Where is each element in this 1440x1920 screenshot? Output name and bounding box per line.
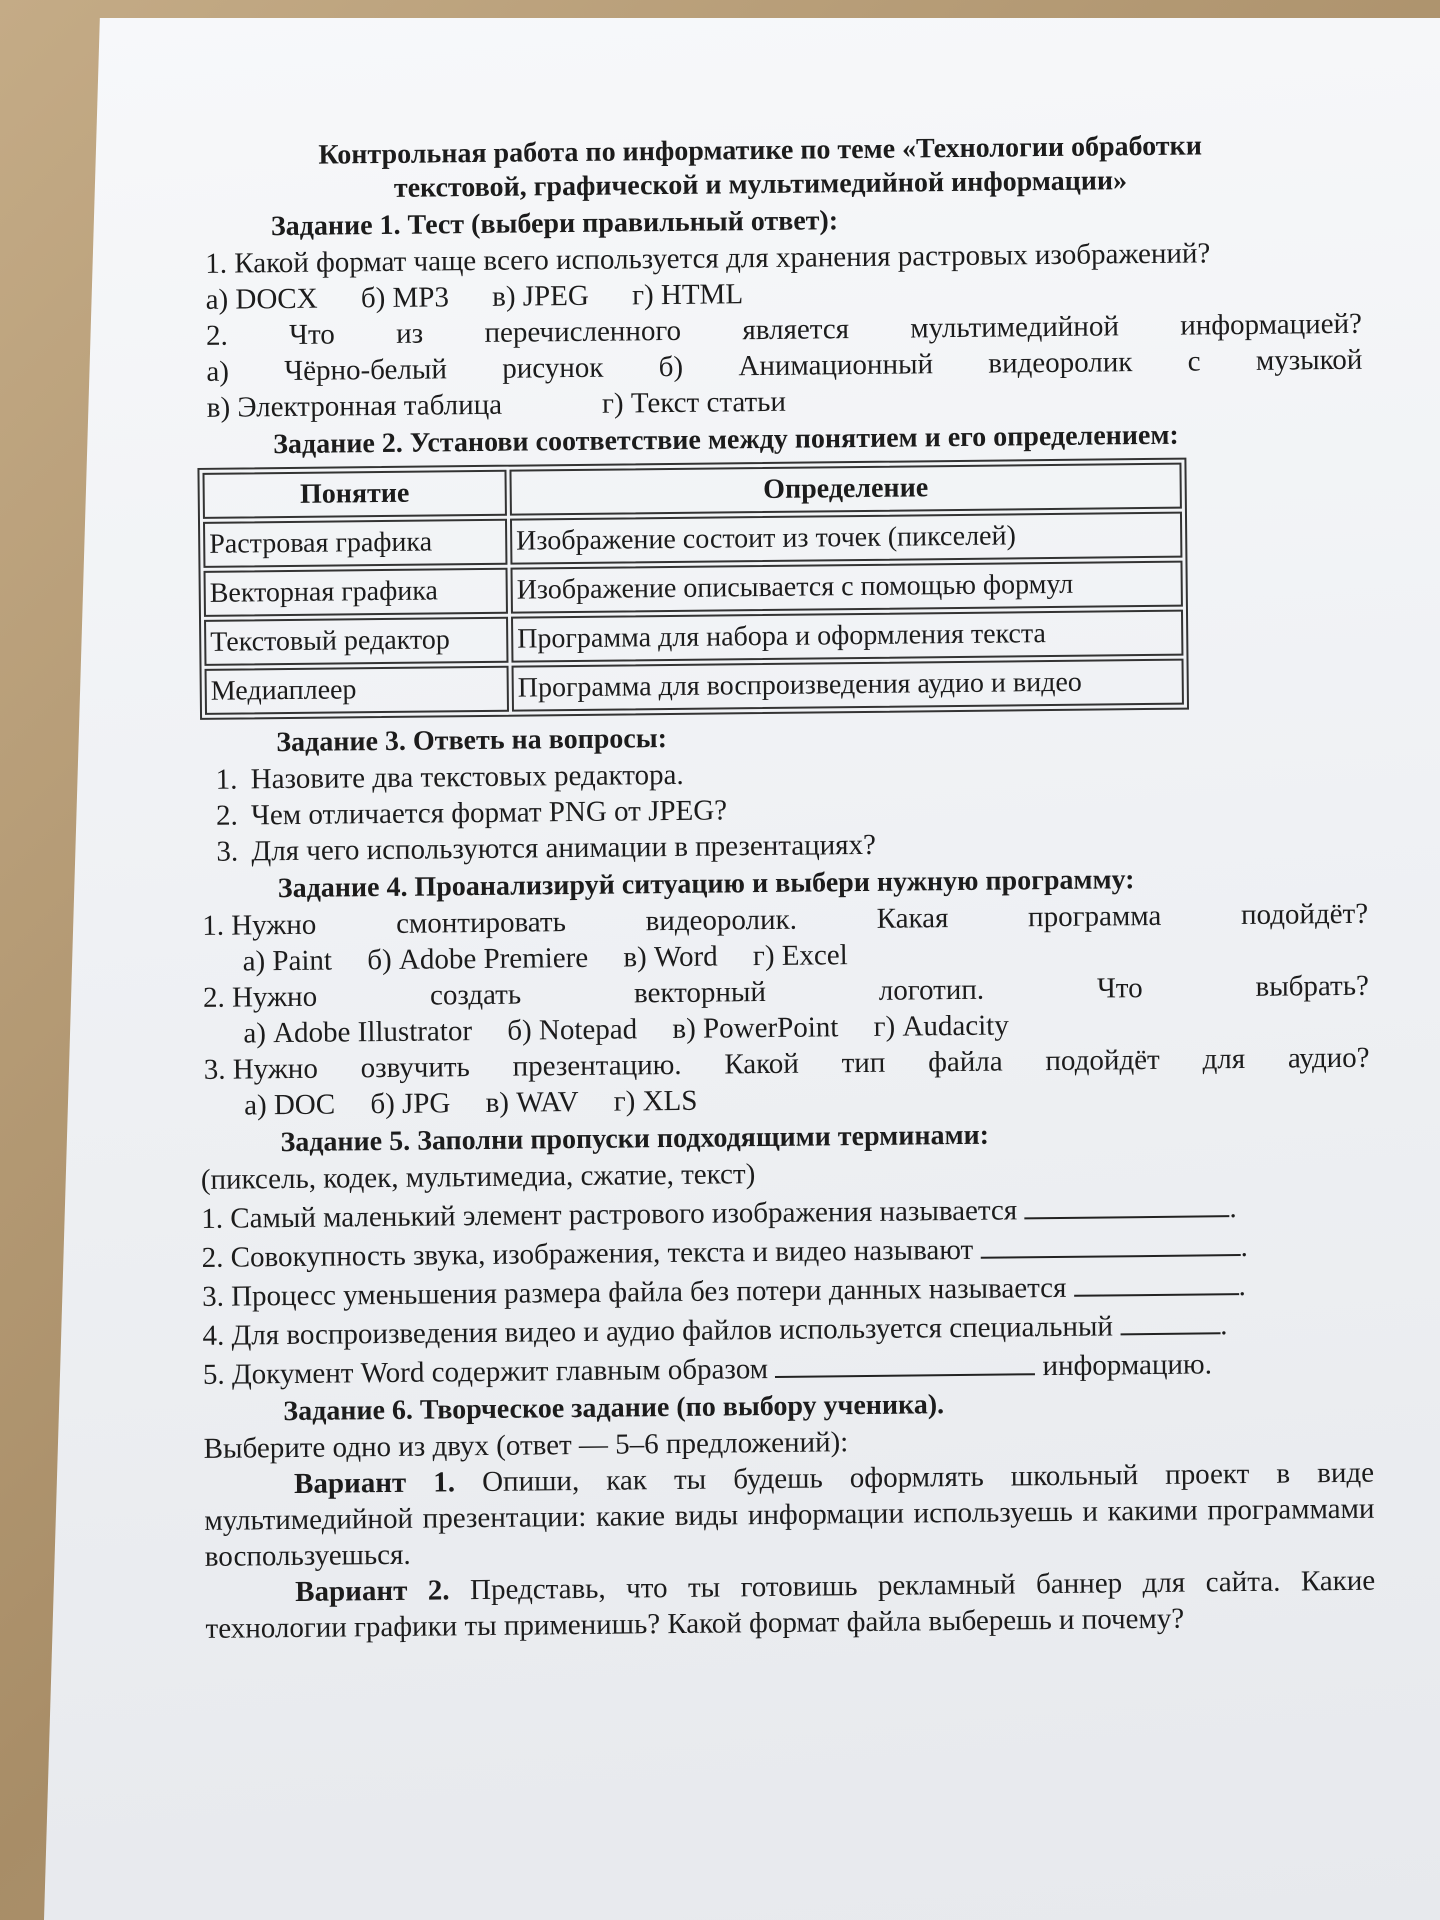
task6-variant-1: Вариант 1. Опиши, как ты будешь оформлять школьный проект в виде мультимедийной презентации: какие виды информации используешь и какими программами воспользуешься. — [204, 1456, 1375, 1573]
option: г) HTML — [631, 278, 744, 312]
task5-terms: (пиксель, кодек, мультимедиа, сжатие, текст) — [200, 1158, 756, 1196]
definition-cell: Программа для воспроизведения аудио и видео — [512, 659, 1184, 712]
answer-blank[interactable] — [1120, 1304, 1220, 1335]
term-cell: Векторная графика — [204, 568, 508, 617]
option: а) DOCX — [205, 282, 318, 316]
task4-q1-options: а) Paint б) Adobe Premiere в) Word г) Excel — [242, 939, 848, 978]
task5-item: 2. Совокупность звука, изображения, текста и видео называют . — [201, 1225, 1371, 1276]
task4-question-3: 3. Нужно озвучить презентацию. Какой тип файла подойдёт для аудио? — [203, 1041, 1370, 1086]
answer-blank[interactable] — [980, 1226, 1240, 1259]
task1-question-1: 1. Какой формат чаще всего используется для хранения растровых изображений? — [205, 237, 1211, 280]
table-row — [204, 610, 1183, 666]
column-header-term: Понятие — [202, 470, 506, 519]
table-row — [203, 512, 1182, 568]
worksheet-title: Контрольная работа по информатике по теме «Технологии обработки текстовой, графической и мультимедийной информации» — [318, 130, 1203, 204]
task5-item: 5. Документ Word содержит главным образом информацию. — [203, 1342, 1373, 1393]
term-cell: Текстовый редактор — [204, 617, 508, 666]
task6-variant-2: Вариант 2. Представь, что ты готовишь рекламный баннер для сайта. Какие технологии графики ты применишь? Какой формат файла выберешь и почему? — [205, 1564, 1376, 1645]
task5-heading: Задание 5. Заполни пропуски подходящими терминами: — [280, 1119, 990, 1159]
matching-table — [197, 458, 1189, 720]
list-item: 1. Назовите два текстовых редактора. — [245, 750, 1367, 798]
task4-q2-options: а) Adobe Illustrator б) Notepad в) PowerPoint г) Audacity — [243, 1009, 1009, 1050]
option: б) MP3 — [360, 281, 450, 315]
task4-q3-options: а) DOC б) JPG в) WAV г) XLS — [243, 1084, 698, 1122]
task5-item: 3. Процесс уменьшения размера файла без потери данных называется . — [202, 1264, 1372, 1315]
task4-heading: Задание 4. Проанализируй ситуацию и выбери нужную программу: — [277, 864, 1135, 905]
task5-item: 1. Самый маленький элемент растрового изображения называется . — [201, 1186, 1371, 1237]
table-row — [204, 561, 1183, 617]
term-cell: Медиаплеер — [205, 666, 509, 715]
task4-question-2: 2. Нужно создать векторный логотип. Что выбрать? — [202, 969, 1370, 1014]
answer-blank[interactable] — [775, 1345, 1035, 1378]
table-header-row — [202, 463, 1181, 519]
task3-questions — [197, 750, 1368, 870]
task1-q2-options-row1: а) Чёрно-белый рисунок б) Анимационный видеоролик с музыкой — [206, 343, 1363, 388]
task1-question-2: 2. Что из перечисленного является мультимедийной информацией? — [205, 307, 1363, 352]
definition-cell: Программа для набора и оформления текста — [511, 610, 1183, 663]
answer-blank[interactable] — [1073, 1265, 1238, 1297]
task6-intro: Выберите одно из двух (ответ — 5–6 предложений): — [203, 1426, 849, 1465]
task6-heading: Задание 6. Творческое задание (по выбору ученика). — [283, 1389, 945, 1428]
task3-heading: Задание 3. Ответь на вопросы: — [276, 723, 668, 759]
task1-heading: Задание 1. Тест (выбери правильный ответ): — [270, 205, 839, 243]
option: в) JPEG — [492, 279, 590, 313]
column-header-definition: Определение — [509, 463, 1181, 516]
task1-q2-options-row2: в) Электронная таблица г) Текст статьи — [206, 385, 787, 424]
list-item: 2. Чем отличается формат PNG от JPEG? — [245, 786, 1367, 834]
worksheet — [190, 128, 1376, 1647]
variant-label: Вариант 1. — [293, 1466, 456, 1500]
definition-cell: Изображение описывается с помощью формул — [510, 561, 1182, 614]
variant-label: Вариант 2. — [295, 1574, 450, 1608]
term-cell: Растровая графика — [203, 519, 507, 568]
task2-heading: Задание 2. Установи соответствие между понятием и его определением: — [273, 419, 1179, 461]
task5-item: 4. Для воспроизведения видео и аудио файлов используется специальный . — [202, 1303, 1372, 1354]
list-item: 3. Для чего используются анимации в презентациях? — [245, 822, 1367, 870]
answer-blank[interactable] — [1024, 1187, 1229, 1219]
table-row — [205, 659, 1184, 715]
task4-question-1: 1. Нужно смонтировать видеоролик. Какая программа подойдёт? — [202, 897, 1369, 942]
definition-cell: Изображение состоит из точек (пикселей) — [510, 512, 1182, 565]
